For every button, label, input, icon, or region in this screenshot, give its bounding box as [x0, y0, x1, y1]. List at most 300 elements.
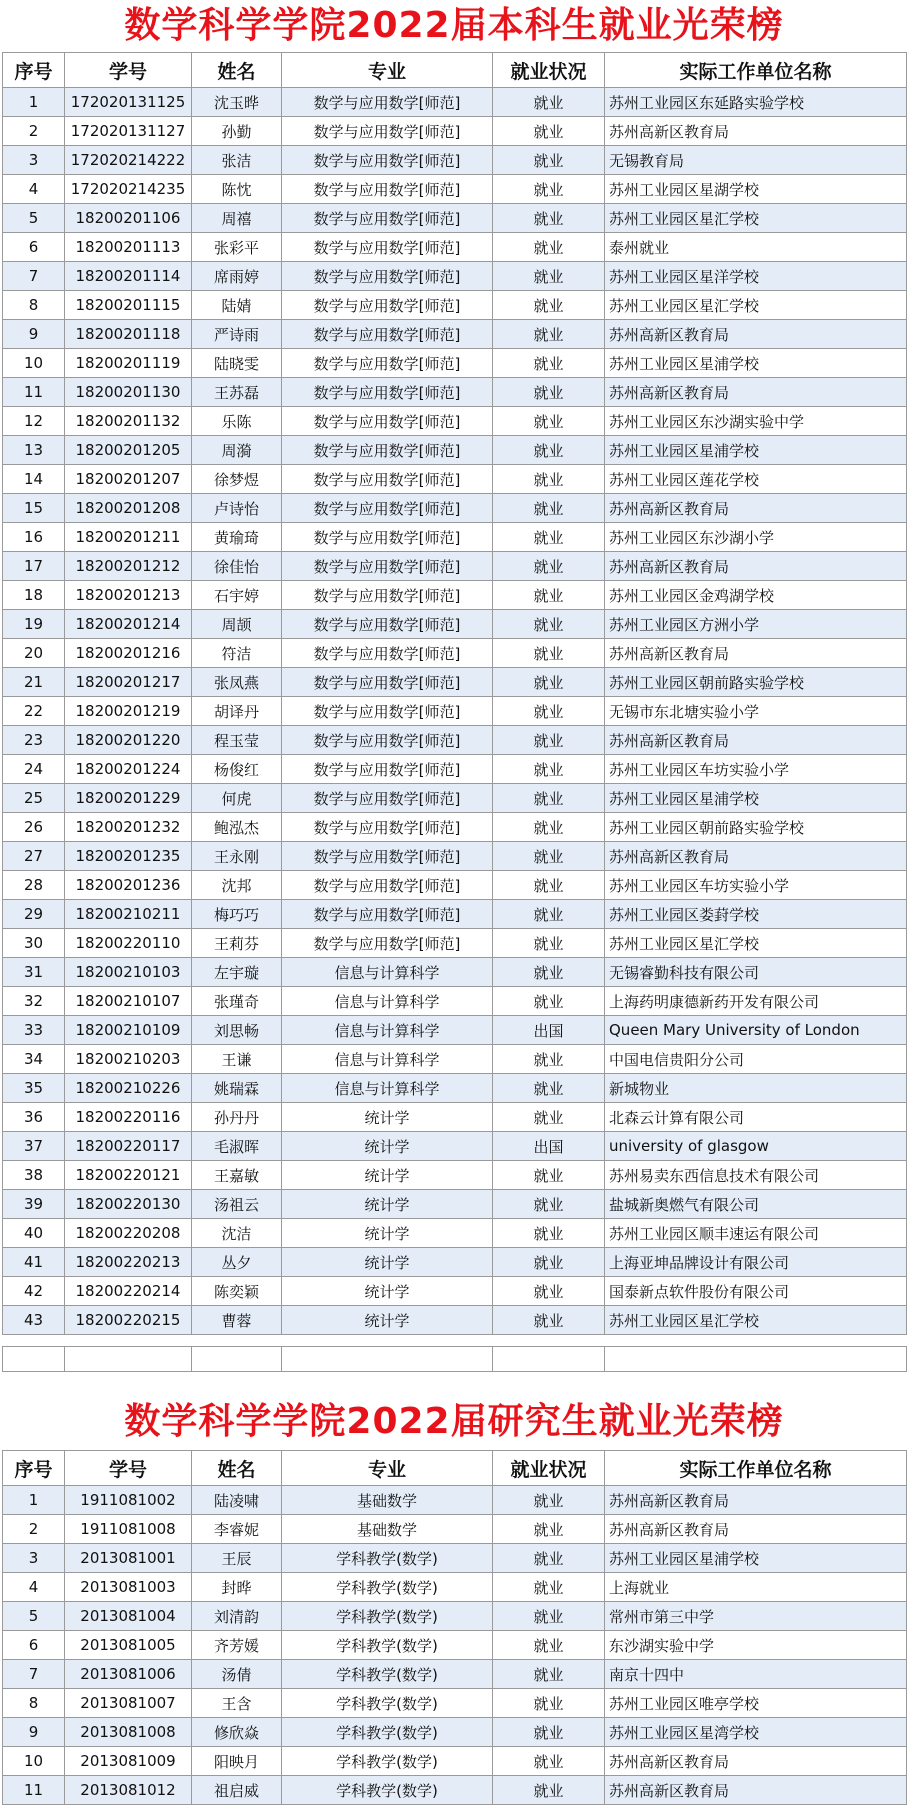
table-row [3, 1718, 907, 1747]
cell-seq: 9 [3, 320, 65, 349]
cell-major: 统计学 [282, 1248, 493, 1277]
cell-name: 席雨婷 [192, 262, 282, 291]
table-row [3, 726, 907, 755]
table-row [3, 929, 907, 958]
cell-status: 就业 [493, 1776, 605, 1805]
table-row [3, 1219, 907, 1248]
cell-name: 祖启威 [192, 1776, 282, 1805]
cell-student-id: 18200201207 [65, 465, 192, 494]
undergrad-header-row [3, 53, 907, 88]
cell-major: 数学与应用数学[师范] [282, 291, 493, 320]
cell-employer: 苏州工业园区莲花学校 [605, 465, 907, 494]
cell-name: 张洁 [192, 146, 282, 175]
cell-major: 数学与应用数学[师范] [282, 146, 493, 175]
cell-seq: 15 [3, 494, 65, 523]
cell-major: 信息与计算科学 [282, 1016, 493, 1045]
cell-employer: 苏州工业园区星湖学校 [605, 175, 907, 204]
cell-major: 数学与应用数学[师范] [282, 378, 493, 407]
cell-status: 就业 [493, 1660, 605, 1689]
cell-seq: 42 [3, 1277, 65, 1306]
cell-name: 孙丹丹 [192, 1103, 282, 1132]
cell-employer: 苏州工业园区星洋学校 [605, 262, 907, 291]
cell-employer: 常州市第三中学 [605, 1602, 907, 1631]
table-row [3, 146, 907, 175]
cell-major: 学科教学(数学) [282, 1747, 493, 1776]
graduate-table [2, 1450, 907, 1805]
table-row [3, 784, 907, 813]
table-row [3, 1515, 907, 1544]
cell-major: 数学与应用数学[师范] [282, 784, 493, 813]
cell-status: 出国 [493, 1132, 605, 1161]
cell-name: 王莉芬 [192, 929, 282, 958]
cell-seq: 5 [3, 1602, 65, 1631]
cell-status: 就业 [493, 1544, 605, 1573]
cell-major: 数学与应用数学[师范] [282, 581, 493, 610]
cell-student-id: 18200201115 [65, 291, 192, 320]
cell-seq: 35 [3, 1074, 65, 1103]
cell-name: 李睿妮 [192, 1515, 282, 1544]
cell-name: 陆晓雯 [192, 349, 282, 378]
cell-status: 就业 [493, 1219, 605, 1248]
cell-student-id: 18200201114 [65, 262, 192, 291]
cell-student-id: 18200201232 [65, 813, 192, 842]
cell-employer: 苏州工业园区朝前路实验学校 [605, 813, 907, 842]
cell-status: 就业 [493, 378, 605, 407]
table-row [3, 900, 907, 929]
header-seq: 序号 [3, 53, 65, 88]
cell-name: 张瑾奇 [192, 987, 282, 1016]
cell-major: 学科教学(数学) [282, 1660, 493, 1689]
table-row [3, 1132, 907, 1161]
cell-status: 就业 [493, 1515, 605, 1544]
header-name: 姓名 [192, 1451, 282, 1486]
cell-seq: 11 [3, 1776, 65, 1805]
cell-name: 王辰 [192, 1544, 282, 1573]
cell-employer: 苏州高新区教育局 [605, 1515, 907, 1544]
cell-status: 就业 [493, 958, 605, 987]
cell-major: 基础数学 [282, 1515, 493, 1544]
cell-seq: 39 [3, 1190, 65, 1219]
cell-seq: 7 [3, 1660, 65, 1689]
cell-major: 数学与应用数学[师范] [282, 929, 493, 958]
cell-major: 数学与应用数学[师范] [282, 349, 493, 378]
table-row [3, 813, 907, 842]
table-row [3, 1190, 907, 1219]
cell-employer: 苏州工业园区车坊实验小学 [605, 755, 907, 784]
cell-major: 数学与应用数学[师范] [282, 610, 493, 639]
cell-status: 就业 [493, 1248, 605, 1277]
cell-seq: 1 [3, 88, 65, 117]
cell-major: 学科教学(数学) [282, 1718, 493, 1747]
cell-major: 信息与计算科学 [282, 958, 493, 987]
cell-name: 梅巧巧 [192, 900, 282, 929]
cell-seq: 40 [3, 1219, 65, 1248]
cell-student-id: 2013081004 [65, 1602, 192, 1631]
cell-major: 数学与应用数学[师范] [282, 813, 493, 842]
header-status: 就业状况 [493, 1451, 605, 1486]
cell-student-id: 172020214222 [65, 146, 192, 175]
cell-employer: 苏州工业园区朝前路实验学校 [605, 668, 907, 697]
cell-status: 就业 [493, 262, 605, 291]
cell-status: 就业 [493, 1306, 605, 1335]
cell-seq: 8 [3, 291, 65, 320]
cell-employer: 无锡教育局 [605, 146, 907, 175]
cell-seq: 10 [3, 349, 65, 378]
cell-student-id: 1911081002 [65, 1486, 192, 1515]
table-row [3, 1045, 907, 1074]
cell-status: 就业 [493, 204, 605, 233]
cell-student-id: 1911081008 [65, 1515, 192, 1544]
cell-name: 沈玉晔 [192, 88, 282, 117]
cell-employer: 上海亚坤品牌设计有限公司 [605, 1248, 907, 1277]
cell-major: 信息与计算科学 [282, 987, 493, 1016]
cell-employer: 苏州高新区教育局 [605, 1776, 907, 1805]
cell-status: 就业 [493, 494, 605, 523]
cell-major: 数学与应用数学[师范] [282, 842, 493, 871]
table-row [3, 407, 907, 436]
cell-employer: 苏州高新区教育局 [605, 726, 907, 755]
cell-student-id: 2013081001 [65, 1544, 192, 1573]
cell-status: 就业 [493, 1074, 605, 1103]
cell-major: 基础数学 [282, 1486, 493, 1515]
cell-major: 数学与应用数学[师范] [282, 465, 493, 494]
cell-seq: 3 [3, 146, 65, 175]
cell-seq: 22 [3, 697, 65, 726]
undergrad-title: 数学科学学院2022届本科生就业光荣榜 [124, 5, 784, 46]
cell-employer: 泰州就业 [605, 233, 907, 262]
cell-name: 徐佳怡 [192, 552, 282, 581]
table-row [3, 755, 907, 784]
cell-major: 数学与应用数学[师范] [282, 697, 493, 726]
cell-student-id: 2013081007 [65, 1689, 192, 1718]
cell-student-id: 18200220116 [65, 1103, 192, 1132]
cell-seq: 32 [3, 987, 65, 1016]
table-row [3, 1103, 907, 1132]
cell-employer: 苏州高新区教育局 [605, 378, 907, 407]
cell-status: 就业 [493, 1747, 605, 1776]
cell-seq: 11 [3, 378, 65, 407]
cell-employer: 新城物业 [605, 1074, 907, 1103]
cell-status: 就业 [493, 349, 605, 378]
cell-name: 汤倩 [192, 1660, 282, 1689]
cell-student-id: 18200201219 [65, 697, 192, 726]
cell-employer: 苏州高新区教育局 [605, 494, 907, 523]
cell-student-id: 172020214235 [65, 175, 192, 204]
cell-student-id: 18200201118 [65, 320, 192, 349]
table-row [3, 581, 907, 610]
table-row [3, 465, 907, 494]
graduate-title: 数学科学学院2022届研究生就业光荣榜 [124, 1401, 784, 1442]
cell-employer: 苏州易卖东西信息技术有限公司 [605, 1161, 907, 1190]
cell-major: 数学与应用数学[师范] [282, 320, 493, 349]
cell-name: 姚瑞霖 [192, 1074, 282, 1103]
cell-seq: 8 [3, 1689, 65, 1718]
cell-student-id: 18200210103 [65, 958, 192, 987]
table-row [3, 610, 907, 639]
cell-student-id: 18200201236 [65, 871, 192, 900]
header-employer: 实际工作单位名称 [605, 53, 907, 88]
cell-name: 程玉莹 [192, 726, 282, 755]
cell-student-id: 18200201132 [65, 407, 192, 436]
cell-status: 就业 [493, 1161, 605, 1190]
cell-status: 就业 [493, 117, 605, 146]
cell-employer: 苏州工业园区星汇学校 [605, 1306, 907, 1335]
cell-employer: 苏州高新区教育局 [605, 1486, 907, 1515]
table-row [3, 320, 907, 349]
cell-employer: 苏州工业园区娄葑学校 [605, 900, 907, 929]
cell-name: 齐芳媛 [192, 1631, 282, 1660]
cell-name: 刘清韵 [192, 1602, 282, 1631]
cell-major: 统计学 [282, 1219, 493, 1248]
cell-employer: 苏州高新区教育局 [605, 639, 907, 668]
cell-name: 乐陈 [192, 407, 282, 436]
cell-status: 就业 [493, 436, 605, 465]
cell-major: 数学与应用数学[师范] [282, 668, 493, 697]
cell-student-id: 18200201119 [65, 349, 192, 378]
cell-seq: 16 [3, 523, 65, 552]
cell-status: 就业 [493, 581, 605, 610]
header-employer: 实际工作单位名称 [605, 1451, 907, 1486]
table-row [3, 1544, 907, 1573]
cell-seq: 25 [3, 784, 65, 813]
cell-student-id: 18200201214 [65, 610, 192, 639]
cell-student-id: 2013081012 [65, 1776, 192, 1805]
cell-major: 数学与应用数学[师范] [282, 552, 493, 581]
cell-status: 出国 [493, 1016, 605, 1045]
cell-employer: 苏州高新区教育局 [605, 117, 907, 146]
table-row [3, 1631, 907, 1660]
cell-seq: 41 [3, 1248, 65, 1277]
cell-seq: 14 [3, 465, 65, 494]
table-row [3, 1486, 907, 1515]
cell-name: 左宇璇 [192, 958, 282, 987]
cell-name: 王苏磊 [192, 378, 282, 407]
cell-employer: 无锡睿勤科技有限公司 [605, 958, 907, 987]
cell-status: 就业 [493, 465, 605, 494]
cell-major: 数学与应用数学[师范] [282, 494, 493, 523]
cell-student-id: 2013081009 [65, 1747, 192, 1776]
header-student-id: 学号 [65, 1451, 192, 1486]
cell-seq: 2 [3, 1515, 65, 1544]
cell-seq: 21 [3, 668, 65, 697]
cell-name: 徐梦煜 [192, 465, 282, 494]
cell-name: 沈邦 [192, 871, 282, 900]
cell-major: 数学与应用数学[师范] [282, 755, 493, 784]
cell-status: 就业 [493, 784, 605, 813]
cell-seq: 3 [3, 1544, 65, 1573]
table-row [3, 1602, 907, 1631]
table-row [3, 842, 907, 871]
cell-employer: 苏州工业园区星浦学校 [605, 436, 907, 465]
cell-status: 就业 [493, 523, 605, 552]
cell-student-id: 18200220213 [65, 1248, 192, 1277]
cell-name: 王永刚 [192, 842, 282, 871]
cell-employer: 苏州工业园区星浦学校 [605, 349, 907, 378]
cell-status: 就业 [493, 88, 605, 117]
cell-name: 刘思畅 [192, 1016, 282, 1045]
cell-employer: 南京十四中 [605, 1660, 907, 1689]
cell-status: 就业 [493, 668, 605, 697]
cell-seq: 37 [3, 1132, 65, 1161]
spacer-rows [2, 1346, 907, 1372]
table-row [3, 1277, 907, 1306]
cell-name: 黄瑜琦 [192, 523, 282, 552]
cell-major: 统计学 [282, 1103, 493, 1132]
table-row [3, 523, 907, 552]
cell-major: 学科教学(数学) [282, 1631, 493, 1660]
cell-employer: 苏州工业园区唯亭学校 [605, 1689, 907, 1718]
cell-major: 数学与应用数学[师范] [282, 117, 493, 146]
cell-student-id: 18200201130 [65, 378, 192, 407]
table-row [3, 958, 907, 987]
cell-major: 信息与计算科学 [282, 1045, 493, 1074]
cell-employer: 无锡市东北塘实验小学 [605, 697, 907, 726]
table-row [3, 1776, 907, 1805]
table-row [3, 871, 907, 900]
cell-seq: 12 [3, 407, 65, 436]
cell-status: 就业 [493, 1103, 605, 1132]
cell-major: 统计学 [282, 1306, 493, 1335]
cell-major: 数学与应用数学[师范] [282, 262, 493, 291]
cell-student-id: 18200220117 [65, 1132, 192, 1161]
cell-employer: 苏州工业园区星浦学校 [605, 1544, 907, 1573]
cell-student-id: 18200210226 [65, 1074, 192, 1103]
cell-major: 数学与应用数学[师范] [282, 871, 493, 900]
table-row [3, 1161, 907, 1190]
cell-employer: 苏州工业园区顺丰速运有限公司 [605, 1219, 907, 1248]
cell-employer: 苏州高新区教育局 [605, 1747, 907, 1776]
cell-status: 就业 [493, 291, 605, 320]
cell-status: 就业 [493, 639, 605, 668]
cell-seq: 2 [3, 117, 65, 146]
table-row [3, 494, 907, 523]
cell-name: 陆凌啸 [192, 1486, 282, 1515]
cell-status: 就业 [493, 552, 605, 581]
cell-student-id: 18200201216 [65, 639, 192, 668]
cell-student-id: 2013081008 [65, 1718, 192, 1747]
table-row [3, 1573, 907, 1602]
cell-employer: 苏州工业园区方洲小学 [605, 610, 907, 639]
cell-name: 张凤燕 [192, 668, 282, 697]
cell-seq: 7 [3, 262, 65, 291]
cell-student-id: 18200220208 [65, 1219, 192, 1248]
cell-seq: 33 [3, 1016, 65, 1045]
header-status: 就业状况 [493, 53, 605, 88]
cell-name: 周颉 [192, 610, 282, 639]
cell-status: 就业 [493, 987, 605, 1016]
cell-student-id: 18200201113 [65, 233, 192, 262]
table-row [3, 262, 907, 291]
cell-status: 就业 [493, 842, 605, 871]
cell-employer: 北森云计算有限公司 [605, 1103, 907, 1132]
cell-student-id: 18200220130 [65, 1190, 192, 1219]
cell-employer: 苏州高新区教育局 [605, 552, 907, 581]
cell-employer: 苏州工业园区星汇学校 [605, 929, 907, 958]
cell-seq: 20 [3, 639, 65, 668]
cell-name: 孙勤 [192, 117, 282, 146]
cell-major: 信息与计算科学 [282, 1074, 493, 1103]
cell-name: 卢诗怡 [192, 494, 282, 523]
cell-major: 数学与应用数学[师范] [282, 436, 493, 465]
cell-student-id: 18200201229 [65, 784, 192, 813]
cell-name: 张彩平 [192, 233, 282, 262]
cell-seq: 10 [3, 1747, 65, 1776]
cell-employer: 东沙湖实验中学 [605, 1631, 907, 1660]
cell-major: 数学与应用数学[师范] [282, 233, 493, 262]
cell-name: 杨俊红 [192, 755, 282, 784]
cell-name: 封晔 [192, 1573, 282, 1602]
table-row [3, 1248, 907, 1277]
cell-student-id: 18200201224 [65, 755, 192, 784]
header-seq: 序号 [3, 1451, 65, 1486]
cell-seq: 13 [3, 436, 65, 465]
table-row [3, 204, 907, 233]
cell-major: 数学与应用数学[师范] [282, 639, 493, 668]
cell-seq: 26 [3, 813, 65, 842]
cell-name: 陈奕颖 [192, 1277, 282, 1306]
cell-employer: 苏州工业园区金鸡湖学校 [605, 581, 907, 610]
cell-employer: 苏州高新区教育局 [605, 320, 907, 349]
cell-name: 曹蓉 [192, 1306, 282, 1335]
cell-name: 鲍泓杰 [192, 813, 282, 842]
cell-seq: 19 [3, 610, 65, 639]
undergrad-table [2, 52, 907, 1335]
cell-major: 学科教学(数学) [282, 1573, 493, 1602]
cell-employer: 盐城新奥燃气有限公司 [605, 1190, 907, 1219]
table-row [3, 1306, 907, 1335]
cell-seq: 23 [3, 726, 65, 755]
cell-student-id: 172020131125 [65, 88, 192, 117]
table-row [3, 1074, 907, 1103]
cell-major: 统计学 [282, 1190, 493, 1219]
cell-student-id: 18200220214 [65, 1277, 192, 1306]
spacer-row [3, 1347, 907, 1372]
cell-employer: Queen Mary University of London [605, 1016, 907, 1045]
cell-status: 就业 [493, 755, 605, 784]
cell-major: 统计学 [282, 1161, 493, 1190]
cell-student-id: 18200201211 [65, 523, 192, 552]
cell-major: 数学与应用数学[师范] [282, 175, 493, 204]
table-row [3, 1747, 907, 1776]
cell-major: 数学与应用数学[师范] [282, 523, 493, 552]
cell-seq: 43 [3, 1306, 65, 1335]
cell-status: 就业 [493, 900, 605, 929]
cell-seq: 27 [3, 842, 65, 871]
cell-name: 周漪 [192, 436, 282, 465]
cell-employer: 苏州工业园区星汇学校 [605, 204, 907, 233]
cell-name: 符洁 [192, 639, 282, 668]
cell-employer: 苏州工业园区东沙湖小学 [605, 523, 907, 552]
table-row [3, 117, 907, 146]
cell-status: 就业 [493, 726, 605, 755]
cell-name: 周禧 [192, 204, 282, 233]
header-student-id: 学号 [65, 53, 192, 88]
cell-seq: 24 [3, 755, 65, 784]
cell-seq: 5 [3, 204, 65, 233]
cell-major: 数学与应用数学[师范] [282, 726, 493, 755]
cell-major: 统计学 [282, 1132, 493, 1161]
cell-status: 就业 [493, 1045, 605, 1074]
cell-name: 陆婧 [192, 291, 282, 320]
header-major: 专业 [282, 53, 493, 88]
cell-name: 汤祖云 [192, 1190, 282, 1219]
cell-student-id: 18200201208 [65, 494, 192, 523]
cell-major: 数学与应用数学[师范] [282, 407, 493, 436]
cell-student-id: 18200201220 [65, 726, 192, 755]
cell-student-id: 2013081003 [65, 1573, 192, 1602]
cell-name: 严诗雨 [192, 320, 282, 349]
cell-status: 就业 [493, 407, 605, 436]
